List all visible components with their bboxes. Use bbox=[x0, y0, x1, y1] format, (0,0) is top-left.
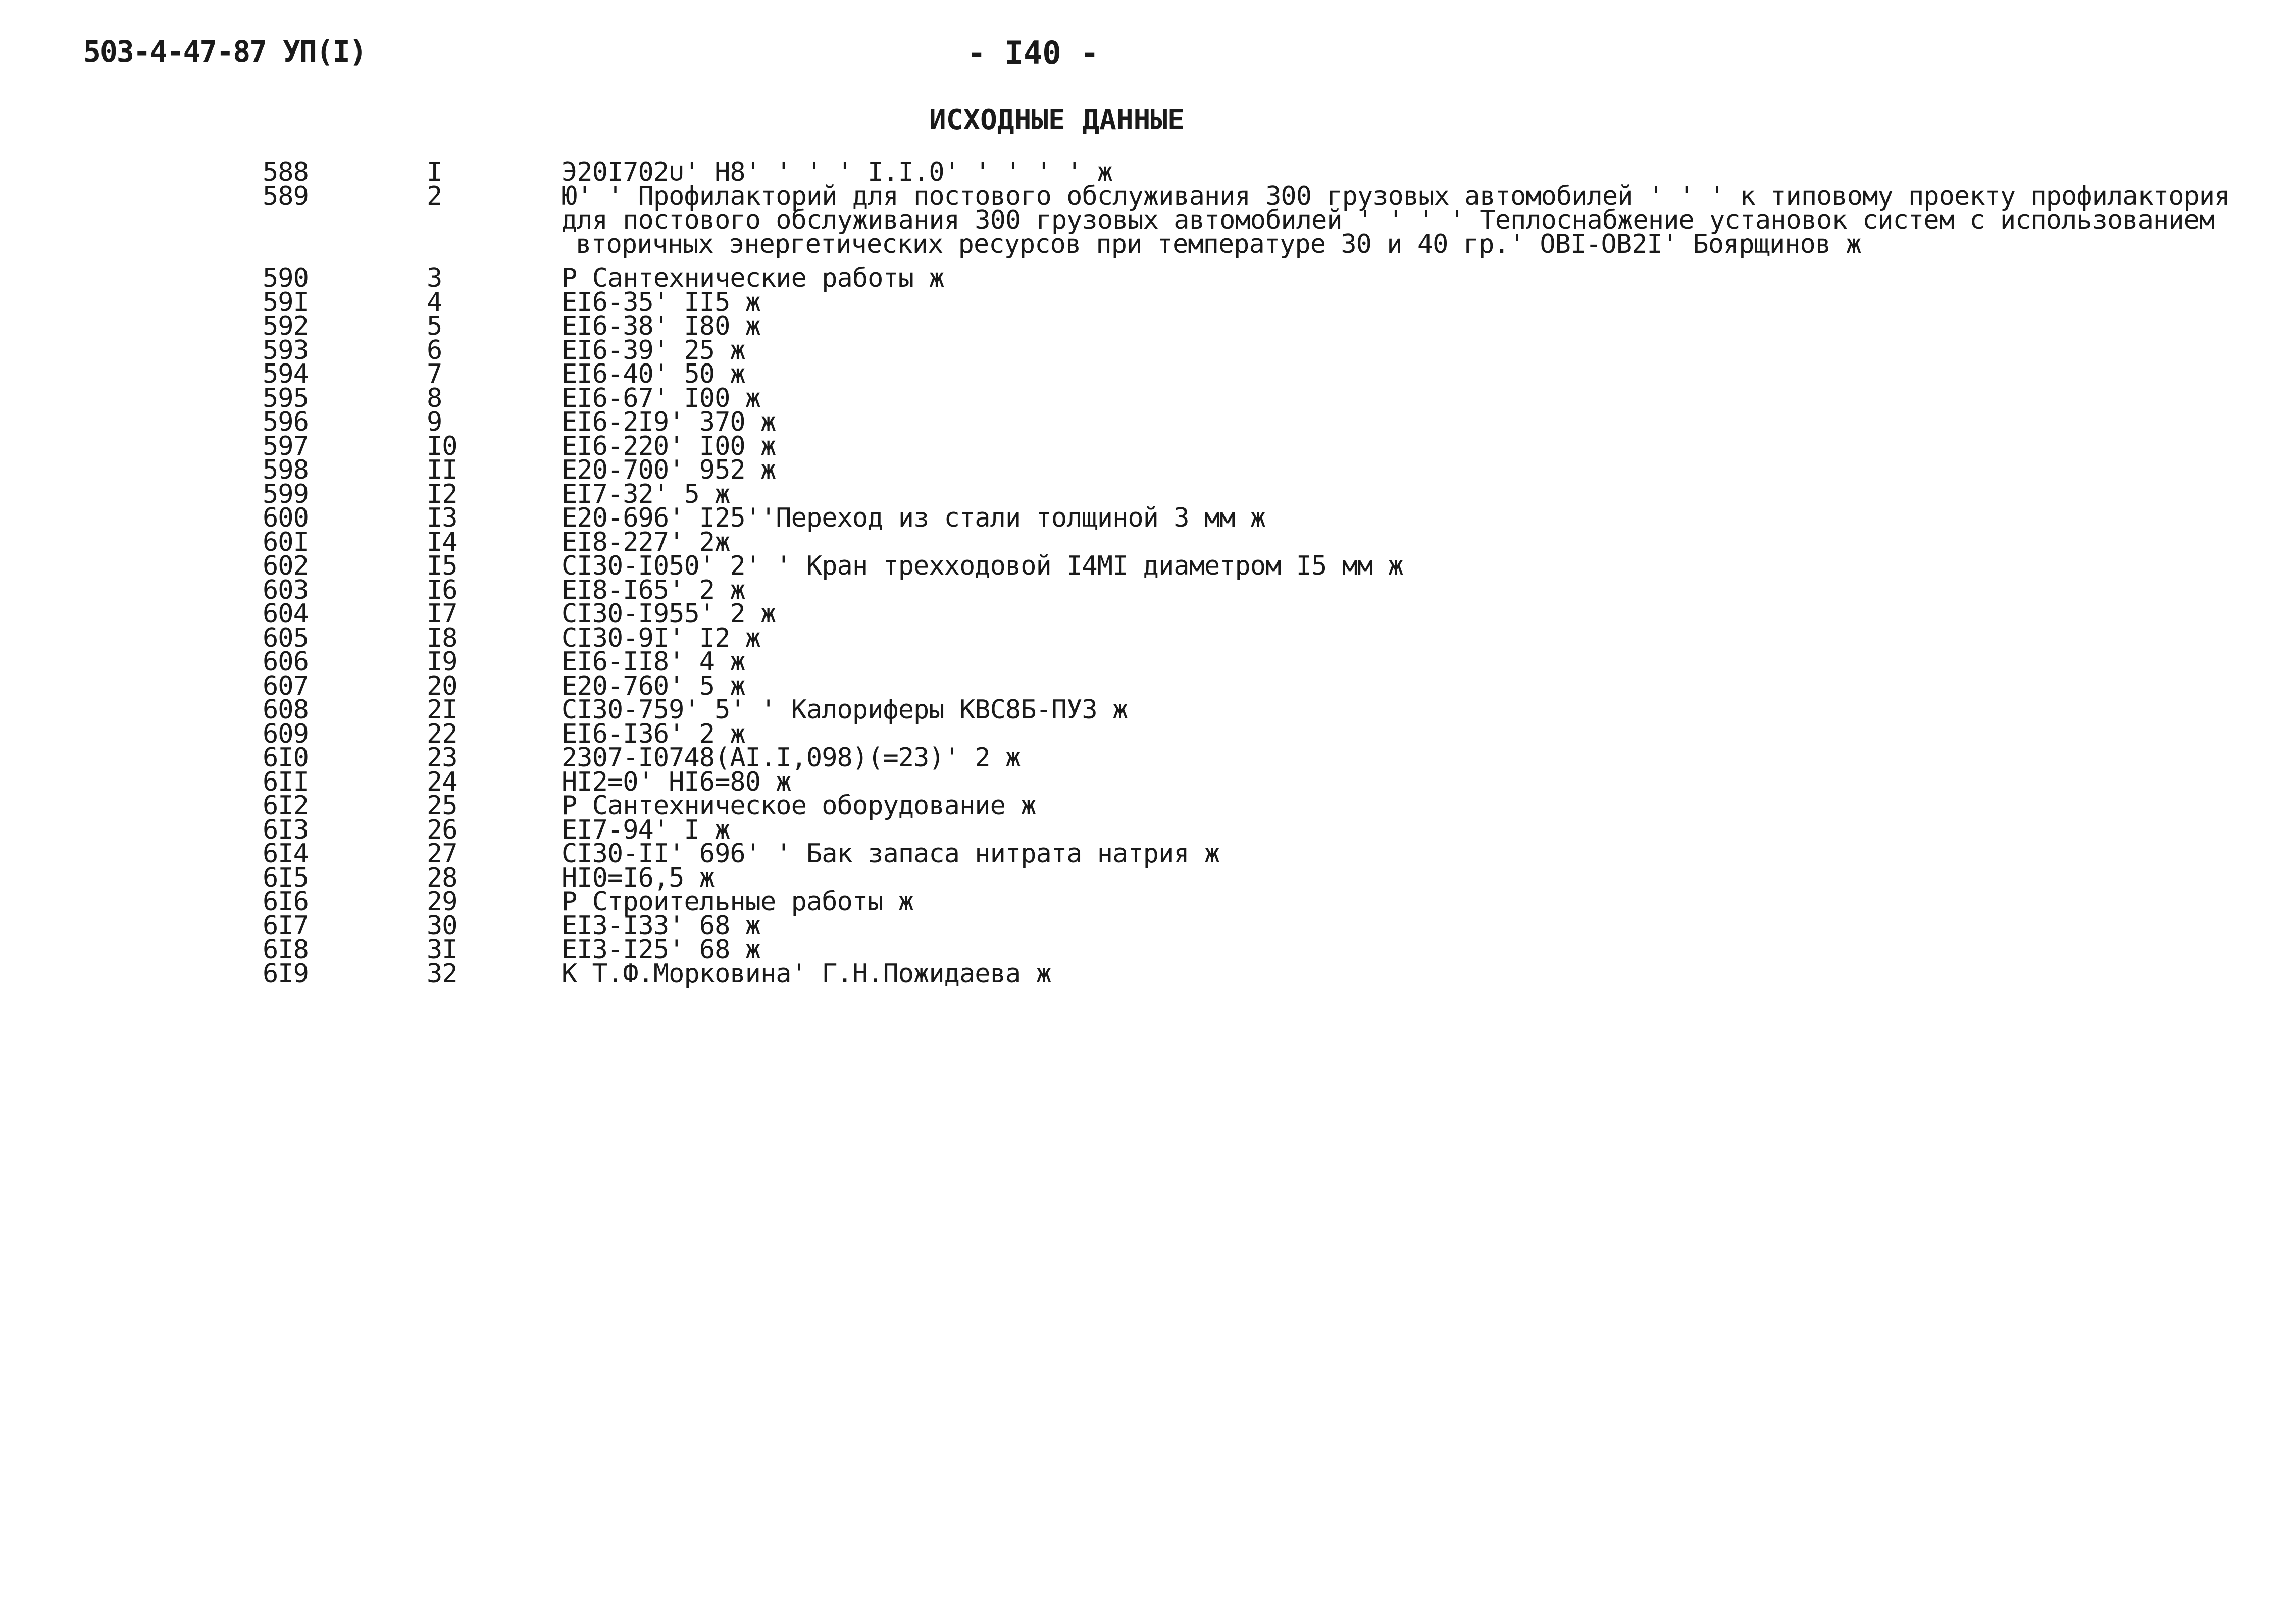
record-row bbox=[0, 407, 2296, 437]
record-text-line: НI2=0' НI6=80 ж bbox=[562, 766, 791, 797]
record-sequence: 4 bbox=[427, 287, 442, 318]
record-row bbox=[0, 431, 2296, 461]
record-number: 6I9 bbox=[263, 958, 309, 989]
record-number: 6I8 bbox=[263, 934, 309, 965]
record-number: 60I bbox=[263, 527, 309, 557]
record-sequence: I2 bbox=[427, 479, 457, 509]
record-sequence: I6 bbox=[427, 575, 457, 605]
record-sequence: 2I bbox=[427, 695, 457, 725]
record-row bbox=[0, 766, 2296, 797]
record-number: 607 bbox=[263, 670, 309, 701]
record-number: 6I5 bbox=[263, 862, 309, 893]
record-number: 608 bbox=[263, 695, 309, 725]
record-number: 6I7 bbox=[263, 910, 309, 941]
record-row bbox=[0, 599, 2296, 629]
record-row bbox=[0, 862, 2296, 893]
record-number: 606 bbox=[263, 647, 309, 677]
section-title: ИСХОДНЫЕ ДАННЫЕ bbox=[929, 103, 1185, 136]
record-text-line: СI30-II' 696' ' Бак запаса нитрата натрия ж bbox=[562, 839, 1220, 869]
record-sequence: I8 bbox=[427, 622, 457, 653]
record-sequence: I3 bbox=[427, 503, 457, 533]
record-row bbox=[0, 887, 2296, 917]
record-number: 602 bbox=[263, 551, 309, 581]
record-sequence: I9 bbox=[427, 647, 457, 677]
record-text bbox=[562, 181, 2230, 259]
record-number: 604 bbox=[263, 599, 309, 629]
record-text-line: Е20-700' 952 ж bbox=[562, 455, 776, 485]
record-text-line: 2307-I0748(АI.I,098)(=23)' 2 ж bbox=[562, 743, 1021, 773]
record-row bbox=[0, 455, 2296, 485]
record-number: 593 bbox=[263, 335, 309, 366]
record-text-line: ЕI6-2I9' 370 ж bbox=[562, 407, 776, 437]
record-number: 588 bbox=[263, 157, 309, 187]
record-sequence: 29 bbox=[427, 887, 457, 917]
record-row bbox=[0, 670, 2296, 701]
record-row bbox=[0, 934, 2296, 965]
record-sequence: 5 bbox=[427, 311, 442, 341]
record-text-line: ЕI7-32' 5 ж bbox=[562, 479, 730, 509]
record-number: 594 bbox=[263, 359, 309, 389]
record-sequence: 24 bbox=[427, 766, 457, 797]
record-number: 6I2 bbox=[263, 791, 309, 821]
record-row bbox=[0, 575, 2296, 605]
record-number: 589 bbox=[263, 181, 309, 212]
record-row bbox=[0, 335, 2296, 366]
record-number: 59I bbox=[263, 287, 309, 318]
record-text-line: Р Строительные работы ж bbox=[562, 887, 914, 917]
record-number: 596 bbox=[263, 407, 309, 437]
record-text-line: ЕI8-I65' 2 ж bbox=[562, 575, 745, 605]
record-number: 590 bbox=[263, 263, 309, 293]
record-row bbox=[0, 910, 2296, 941]
record-sequence: 23 bbox=[427, 743, 457, 773]
record-sequence: 28 bbox=[427, 862, 457, 893]
record-number: 6I4 bbox=[263, 839, 309, 869]
record-row bbox=[0, 718, 2296, 749]
record-number: 6I3 bbox=[263, 814, 309, 845]
record-sequence: 3 bbox=[427, 263, 442, 293]
record-text-line: НI0=I6,5 ж bbox=[562, 862, 715, 893]
record-sequence: 3I bbox=[427, 934, 457, 965]
record-row bbox=[0, 503, 2296, 533]
record-sequence: 32 bbox=[427, 958, 457, 989]
record-text-line: ЕI6-40' 50 ж bbox=[562, 359, 745, 389]
record-number: 6II bbox=[263, 766, 309, 797]
record-row bbox=[0, 311, 2296, 341]
record-sequence: 9 bbox=[427, 407, 442, 437]
record-text-line: ЕI6-II8' 4 ж bbox=[562, 647, 745, 677]
record-number: 599 bbox=[263, 479, 309, 509]
record-text bbox=[562, 958, 1051, 989]
record-number: 598 bbox=[263, 455, 309, 485]
record-row bbox=[0, 359, 2296, 389]
record-number: 6I0 bbox=[263, 743, 309, 773]
record-text-line: ЕI7-94' I ж bbox=[562, 814, 730, 845]
record-sequence: II bbox=[427, 455, 457, 485]
record-number: 597 bbox=[263, 431, 309, 461]
record-text-line: ЕI6-220' I00 ж bbox=[562, 431, 776, 461]
record-text-line: СI30-9I' I2 ж bbox=[562, 622, 760, 653]
record-text-line: Е20-696' I25''Переход из стали толщиной 3 мм ж bbox=[562, 503, 1266, 533]
record-row bbox=[0, 263, 2296, 293]
record-sequence: 22 bbox=[427, 718, 457, 749]
record-sequence: 7 bbox=[427, 359, 442, 389]
record-number: 600 bbox=[263, 503, 309, 533]
record-text-line: Р Сантехнические работы ж bbox=[562, 263, 944, 293]
record-text-line: Э20I702∪' Н8' ' ' ' I.I.0' ' ' ' ' ж bbox=[562, 157, 1113, 187]
records-list bbox=[0, 157, 2296, 989]
record-text-line: ЕI6-35' II5 ж bbox=[562, 287, 760, 318]
record-row bbox=[0, 622, 2296, 653]
record-sequence: 25 bbox=[427, 791, 457, 821]
record-number: 592 bbox=[263, 311, 309, 341]
record-text-line: ЕI6-I36' 2 ж bbox=[562, 718, 745, 749]
record-sequence: 27 bbox=[427, 839, 457, 869]
record-sequence: 30 bbox=[427, 910, 457, 941]
record-sequence: 8 bbox=[427, 383, 442, 413]
record-sequence: 26 bbox=[427, 814, 457, 845]
record-sequence: I0 bbox=[427, 431, 457, 461]
record-text-line: Ю' ' Профилакторий для постового обслуживания 300 грузовых автомобилей ' ' ' к типовому проекту профилактория bbox=[562, 181, 2230, 212]
record-row bbox=[0, 791, 2296, 821]
record-number: 6I6 bbox=[263, 887, 309, 917]
record-text-line: ЕI3-I25' 68 ж bbox=[562, 934, 760, 965]
record-sequence: I7 bbox=[427, 599, 457, 629]
record-text-line: К Т.Ф.Морковина' Г.Н.Пожидаева ж bbox=[562, 958, 1051, 989]
record-number: 603 bbox=[263, 575, 309, 605]
record-row bbox=[0, 287, 2296, 318]
record-text-line: ЕI6-39' 25 ж bbox=[562, 335, 745, 366]
record-sequence: I bbox=[427, 157, 442, 187]
record-sequence: 20 bbox=[427, 670, 457, 701]
record-row bbox=[0, 958, 2296, 989]
record-row bbox=[0, 743, 2296, 773]
record-row bbox=[0, 551, 2296, 581]
record-text-line: ЕI3-I33' 68 ж bbox=[562, 910, 760, 941]
record-number: 595 bbox=[263, 383, 309, 413]
record-text-line: СI30-759' 5' ' Калориферы КВС8Б-ПУЗ ж bbox=[562, 695, 1128, 725]
record-number: 605 bbox=[263, 622, 309, 653]
record-number: 609 bbox=[263, 718, 309, 749]
record-row bbox=[0, 695, 2296, 725]
record-text-line: для постового обслуживания 300 грузовых автомобилей ' ' ' ' Теплоснабжение установок систем с использованием bbox=[562, 205, 2215, 235]
record-row bbox=[0, 839, 2296, 869]
record-sequence: I5 bbox=[427, 551, 457, 581]
record-text-line: ЕI6-67' I00 ж bbox=[562, 383, 760, 413]
record-text-line: ЕI8-227' 2ж bbox=[562, 527, 730, 557]
record-text-line: Е20-760' 5 ж bbox=[562, 670, 745, 701]
record-text-line: ЕI6-38' I80 ж bbox=[562, 311, 760, 341]
record-text-line: Р Сантехническое оборудование ж bbox=[562, 791, 1036, 821]
record-row bbox=[0, 383, 2296, 413]
document-code: 503-4-47-87 УП(I) bbox=[83, 34, 366, 69]
record-sequence: 6 bbox=[427, 335, 442, 366]
record-text-line: СI30-I050' 2' ' Кран трехходовой I4МI диаметром I5 мм ж bbox=[562, 551, 1403, 581]
record-row bbox=[0, 181, 2296, 267]
record-text-line: СI30-I955' 2 ж bbox=[562, 599, 776, 629]
record-text-line: вторичных энергетических ресурсов при температуре 30 и 40 гр.' ОВI-ОВ2I' Боярщинов ж bbox=[576, 229, 1861, 259]
page-number: - I40 - bbox=[967, 34, 1099, 71]
record-sequence: 2 bbox=[427, 181, 442, 212]
record-row bbox=[0, 647, 2296, 677]
record-sequence: I4 bbox=[427, 527, 457, 557]
